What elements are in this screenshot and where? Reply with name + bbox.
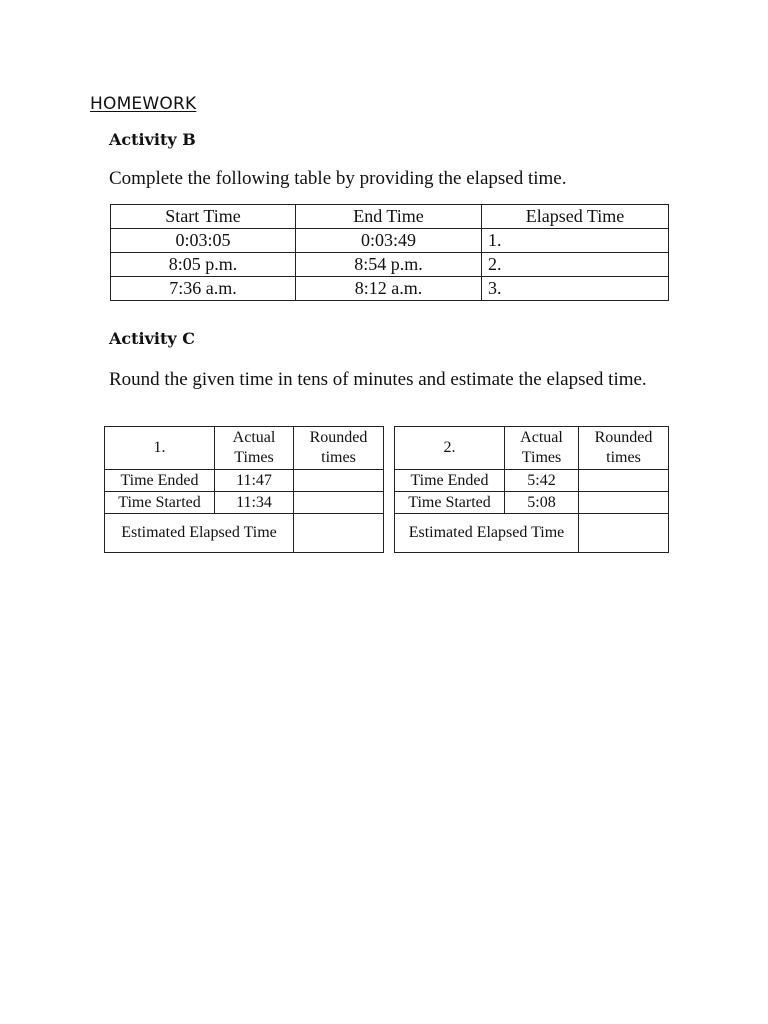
time-started-label: Time Started <box>395 492 505 514</box>
table-row <box>395 470 669 492</box>
table-row <box>105 470 384 492</box>
header-rounded-times: Rounded times <box>294 427 384 470</box>
table-row <box>111 277 669 301</box>
time-ended-rounded-cell[interactable] <box>294 470 384 492</box>
start-time-cell: 8:05 p.m. <box>111 253 296 277</box>
activity-b-instruction: Complete the following table by providing the elapsed time. <box>109 168 567 189</box>
header-end-time: End Time <box>296 205 482 229</box>
time-started-rounded-cell[interactable] <box>579 492 669 514</box>
elapsed-answer-cell[interactable]: 3. <box>482 277 669 301</box>
time-started-label: Time Started <box>105 492 215 514</box>
header-actual-times: Actual Times <box>215 427 294 470</box>
table-row <box>105 492 384 514</box>
end-time-cell: 8:12 a.m. <box>296 277 482 301</box>
header-actual-times: Actual Times <box>505 427 579 470</box>
table-row <box>111 253 669 277</box>
elapsed-answer-cell[interactable]: 1. <box>482 229 669 253</box>
table-row <box>111 229 669 253</box>
elapsed-answer-cell[interactable]: 2. <box>482 253 669 277</box>
time-started-rounded-cell[interactable] <box>294 492 384 514</box>
start-time-cell: 0:03:05 <box>111 229 296 253</box>
end-time-cell: 8:54 p.m. <box>296 253 482 277</box>
time-ended-label: Time Ended <box>105 470 215 492</box>
homework-heading: HOMEWORK <box>90 94 197 114</box>
estimated-elapsed-label: Estimated Elapsed Time <box>395 514 579 553</box>
time-ended-label: Time Ended <box>395 470 505 492</box>
time-started-actual: 11:34 <box>215 492 294 514</box>
header-start-time: Start Time <box>111 205 296 229</box>
activity-c-title: Activity C <box>109 329 195 348</box>
time-ended-rounded-cell[interactable] <box>579 470 669 492</box>
estimated-elapsed-cell[interactable] <box>294 514 384 553</box>
activity-c-instruction: Round the given time in tens of minutes and estimate the elapsed time. <box>109 369 647 390</box>
table-header-row <box>111 205 669 229</box>
time-ended-actual: 11:47 <box>215 470 294 492</box>
estimated-elapsed-label: Estimated Elapsed Time <box>105 514 294 553</box>
rounding-table-1 <box>104 426 384 553</box>
estimated-elapsed-cell[interactable] <box>579 514 669 553</box>
table-row <box>395 492 669 514</box>
time-started-actual: 5:08 <box>505 492 579 514</box>
problem-number: 1. <box>105 427 215 470</box>
end-time-cell: 0:03:49 <box>296 229 482 253</box>
elapsed-time-table <box>110 204 669 301</box>
time-ended-actual: 5:42 <box>505 470 579 492</box>
start-time-cell: 7:36 a.m. <box>111 277 296 301</box>
problem-number: 2. <box>395 427 505 470</box>
header-rounded-times: Rounded times <box>579 427 669 470</box>
table-row <box>395 514 669 553</box>
rounding-table-2 <box>394 426 669 553</box>
activity-b-title: Activity B <box>109 130 196 149</box>
header-elapsed-time: Elapsed Time <box>482 205 669 229</box>
table-row <box>105 514 384 553</box>
